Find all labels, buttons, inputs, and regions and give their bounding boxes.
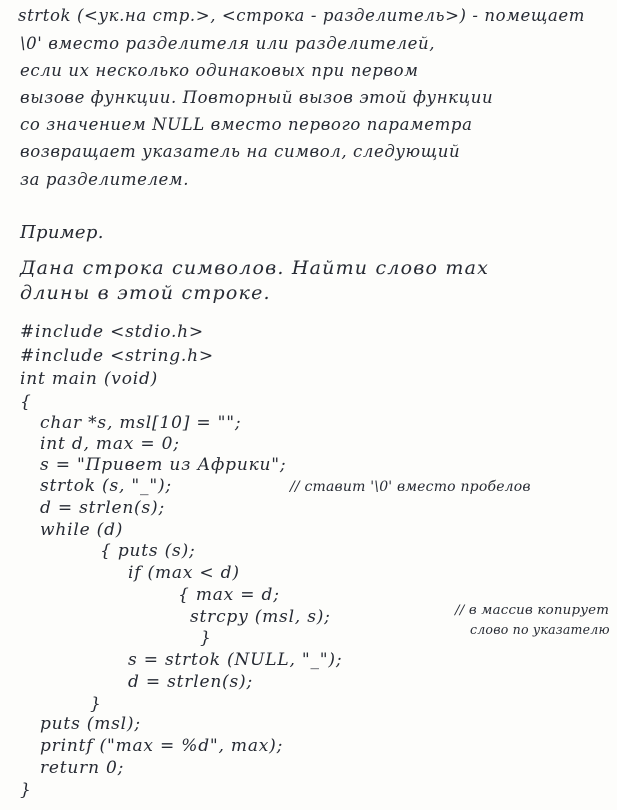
code-max-assign: { max = d; (178, 585, 280, 605)
code-open-brace: { (20, 392, 32, 412)
code-strtok-call: strtok (s, "_"); (40, 476, 172, 496)
code-printf: printf ("max = %d", max); (40, 736, 284, 756)
code-strtok-comment: // ставит '\0' вместо пробелов (290, 479, 531, 495)
code-strcpy-comment-1: // в массив копирует (455, 603, 610, 618)
code-close-brace: } (20, 780, 32, 800)
intro-line-3: если их несколько одинаковых при первом (20, 61, 419, 80)
task-line-1: Дана строка символов. Найти слово max (20, 257, 490, 279)
code-puts-msl: puts (msl); (40, 714, 141, 734)
code-main-decl: int main (void) (20, 369, 159, 389)
intro-line-6: возвращает указатель на символ, следующий (20, 142, 461, 161)
code-strcpy-comment-2: слово по указателю (470, 622, 610, 637)
example-heading: Пример. (20, 222, 104, 243)
code-d-strlen: d = strlen(s); (40, 498, 165, 518)
code-if: if (max < d) (128, 563, 240, 583)
code-include-stdio: #include <stdio.h> (20, 322, 204, 342)
code-puts-s: { puts (s); (100, 541, 196, 561)
code-while: while (d) (40, 520, 124, 540)
code-return: return 0; (40, 758, 125, 778)
code-loop-close: } (90, 694, 102, 714)
intro-line-5: со значением NULL вместо первого параметра (20, 115, 473, 134)
code-inner-close: } (200, 628, 212, 648)
code-assign-s: s = "Привет из Африки"; (40, 455, 287, 475)
intro-line-4: вызове функции. Повторный вызов этой функции (20, 88, 494, 107)
code-strcpy: strcpy (msl, s); (190, 607, 331, 627)
task-line-2: длины в этой строке. (20, 282, 271, 304)
code-decl-d: int d, max = 0; (40, 434, 180, 454)
intro-line-2: \0' вместо разделителя или разделителей, (20, 34, 436, 53)
code-include-string: #include <string.h> (20, 346, 214, 366)
code-d-strlen-2: d = strlen(s); (128, 672, 253, 692)
code-decl-s: char *s, msl[10] = ""; (40, 413, 242, 433)
intro-line-1: strtok (<ук.на стр.>, <строка - разделитель>) - помещает (18, 6, 585, 25)
intro-line-7: за разделителем. (20, 170, 190, 189)
code-s-strtok: s = strtok (NULL, "_"); (128, 650, 343, 670)
